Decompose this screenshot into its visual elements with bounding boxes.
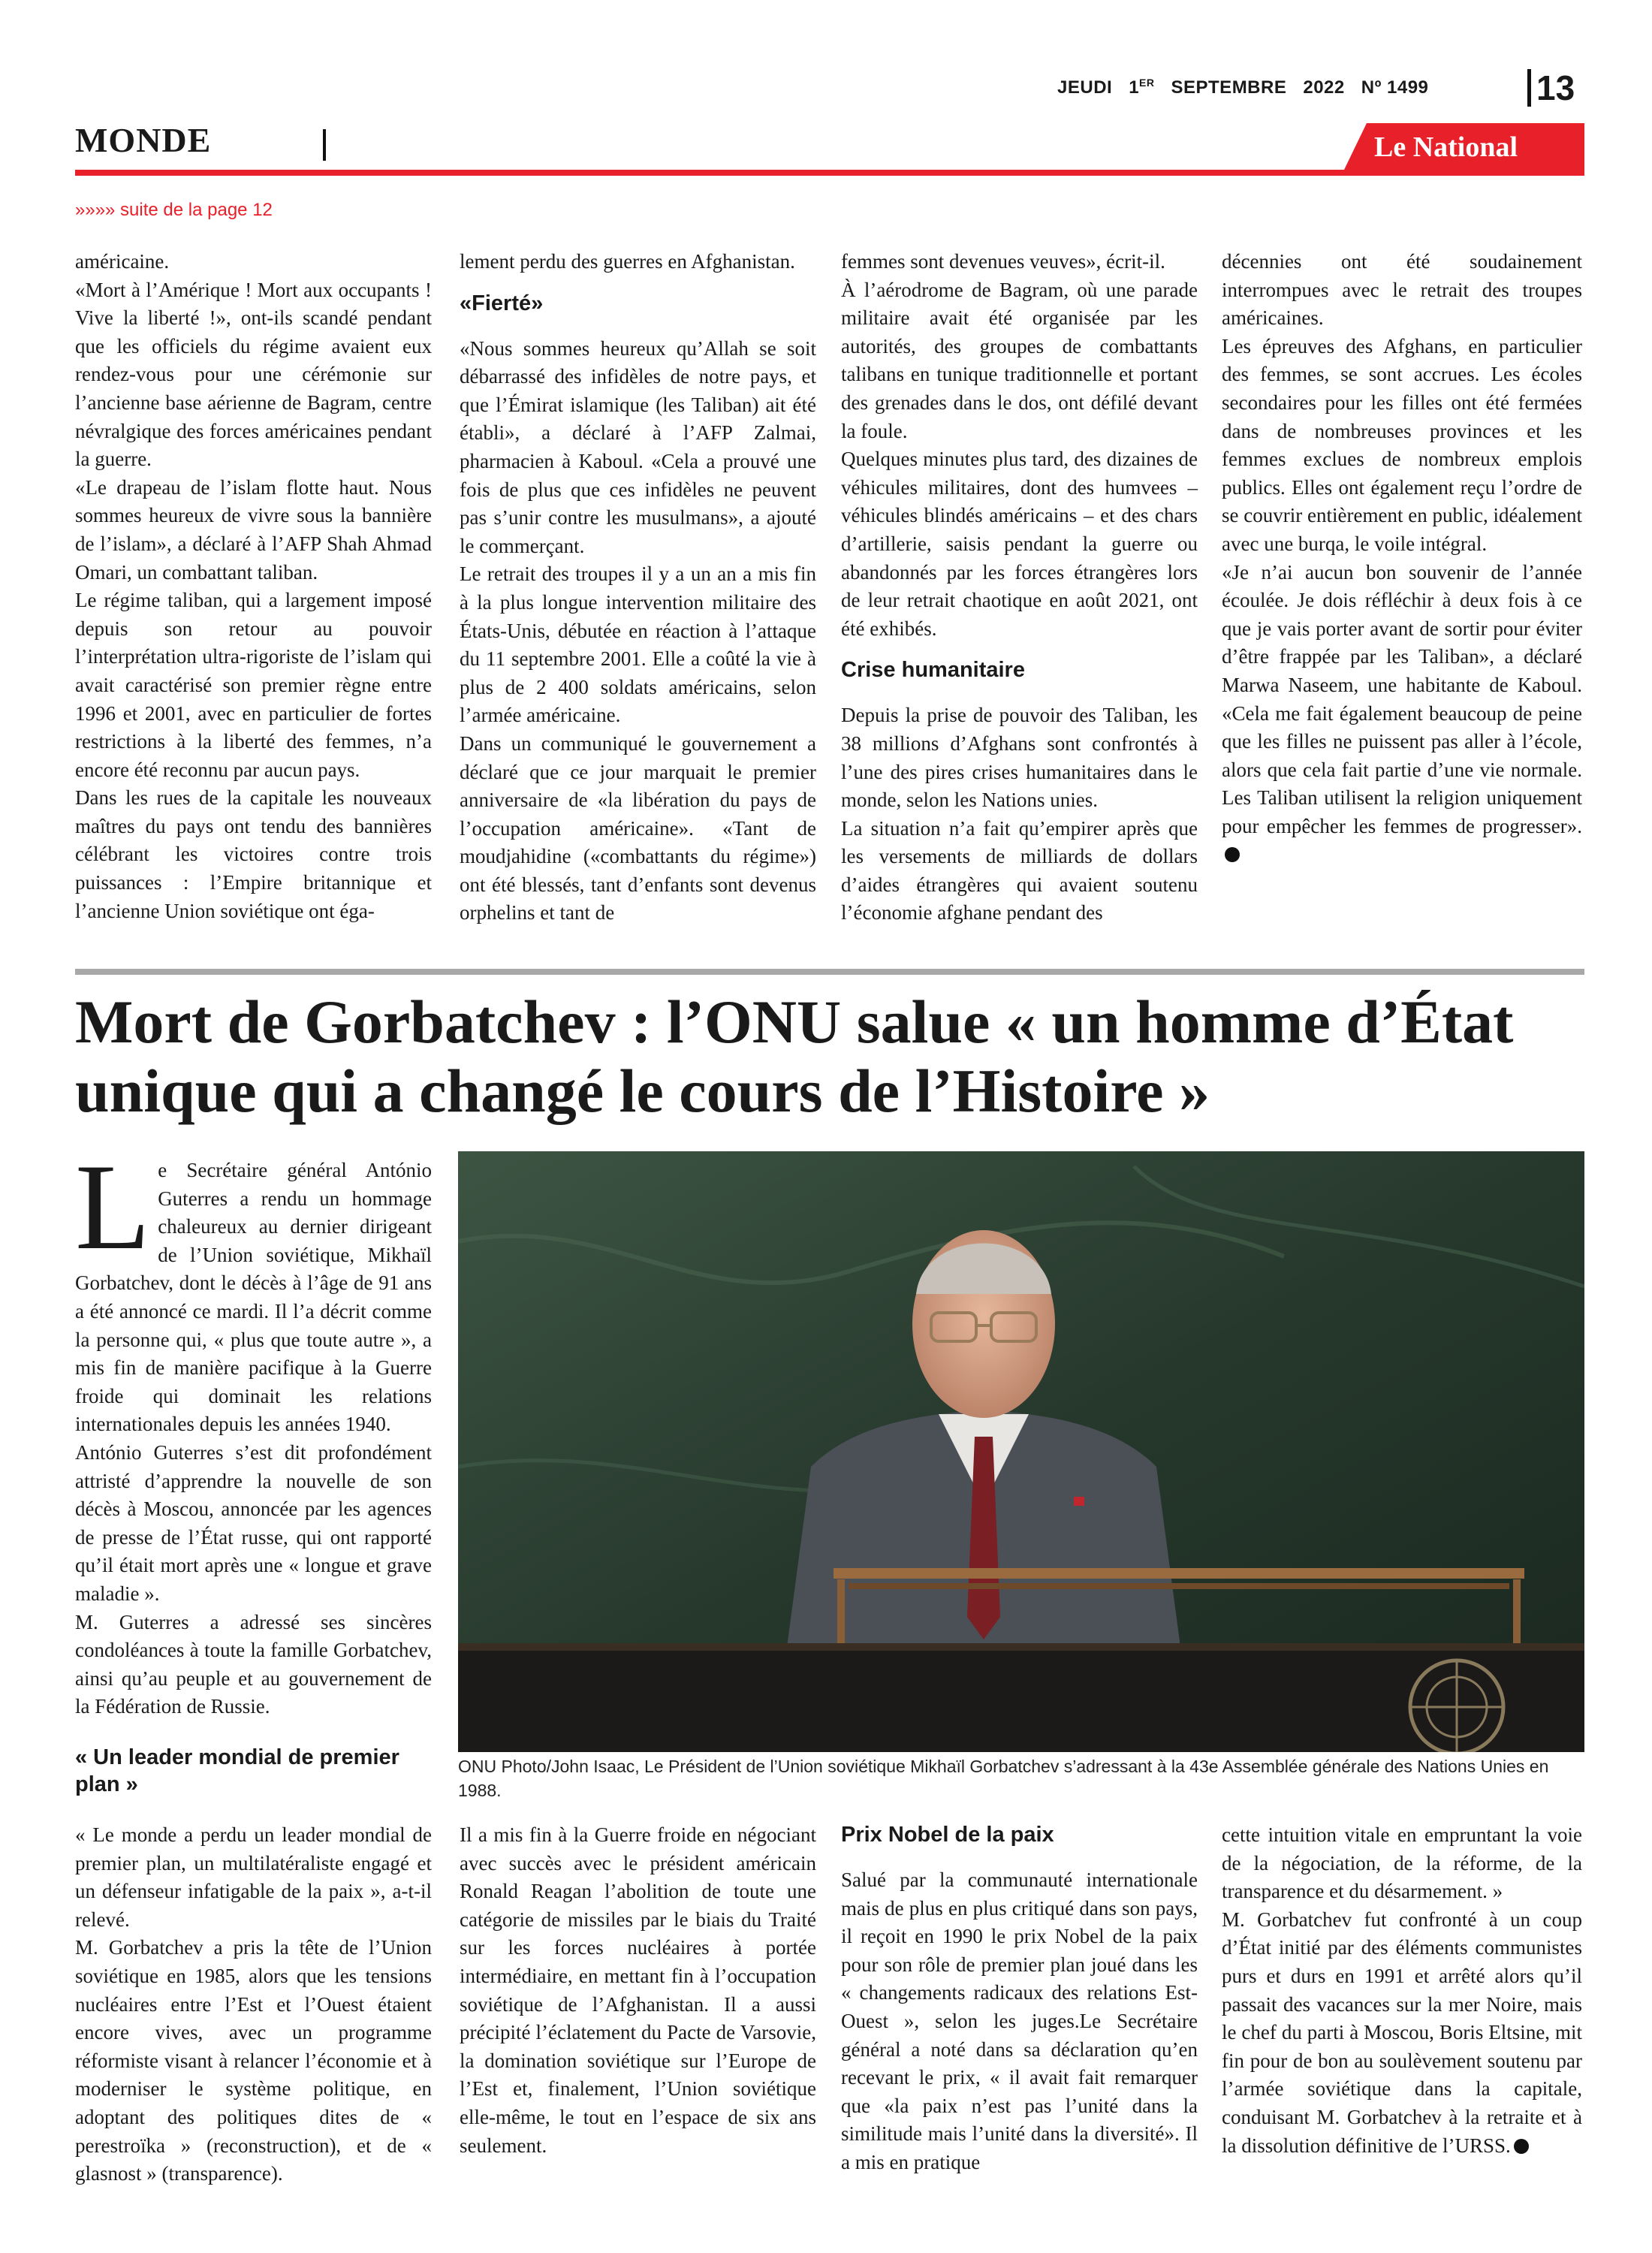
- article-headline: Mort de Gorbatchev : l’ONU salue « un homme d’État unique qui a changé le cours de l’Histoire »: [75, 988, 1514, 1125]
- brand-name: Le National: [1374, 131, 1518, 163]
- subheading-leader-mondial: « Un leader mondial de premier plan »: [75, 1745, 399, 1796]
- paragraph: Quelques minutes plus tard, des dizaines de véhicules militaires, dont des humvees – véhicules blindés américains – et des chars d’artillerie, saisis pendant la guerre ou abandonnés par les forces étrangères lors de leur retrait chaotique en août 2021, ont été exhibés.: [841, 448, 1198, 640]
- issue-month: SEPTEMBRE: [1171, 77, 1287, 98]
- paragraph: « Le monde a perdu un leader mondial de premier plan, un multilatéraliste engagé et un défenseur infatigable de la paix », a-t-il relevé.: [75, 1823, 432, 1931]
- paragraph: [1222, 559, 1582, 870]
- paragraph: Le régime taliban, qui a largement imposé depuis son retour au pouvoir l’interprétation ultra-rigoriste de l’islam qui avait caractérisé son premier règne entre 1996 et 2001, avec en particulier de fortes restrictions à la liberté des femmes, n’a encore été reconnu par aucun pays.: [75, 589, 432, 781]
- paragraph: Depuis la prise de pouvoir des Taliban, les 38 millions d’Afghans sont confrontés à l’une des pires crises humanitaires dans le monde, selon les Nations unies.: [841, 704, 1198, 812]
- paragraph: Il a mis fin à la Guerre froide en négociant avec succès avec le président américain Ronald Reagan l’abolition de toute une catégorie de missiles par le biais du Traité sur les forces nucléaires à portée intermédiaire, en mettant fin à l’occupation soviétique de l’Afghanistan. Il a aussi précipité l’éclatement du Pacte de Varsovie, la domination soviétique sur l’Europe de l’Est et, finalement, l’Union soviétique elle-même, le tout en l’espace de six ans seulement.: [460, 1823, 816, 2157]
- paragraph: «Le drapeau de l’islam flotte haut. Nous sommes heureux de vivre sous la bannière de l’islam», a déclaré à l’AFP Shah Ahmad Omari, un combattant taliban.: [75, 475, 432, 584]
- paragraph: [1222, 1906, 1582, 2160]
- end-of-article-icon: [1514, 2139, 1529, 2154]
- issue-date-number: 1ER: [1129, 77, 1155, 98]
- issue-date: [1057, 77, 1523, 98]
- top-article-column-3: [841, 248, 1198, 927]
- top-article-column-2: [460, 248, 816, 927]
- paragraph: décennies ont été soudainement interrompues avec le retrait des troupes américaines.: [1222, 250, 1582, 330]
- end-of-article-icon: [1225, 847, 1240, 862]
- top-article-column-1: [75, 248, 432, 925]
- paragraph: «Mort à l’Amérique ! Mort aux occupants ! Vive la liberté !», ont-ils scandé pendant que les officiels du régime avaient eux rendez-vous pour une cérémonie sur l’ancienne base aérienne de Bagram, centre névralgique des forces américaines pendant la guerre.: [75, 278, 432, 471]
- section-title: MONDE: [75, 121, 212, 159]
- header-rule: [75, 170, 1584, 176]
- paragraph: Les épreuves des Afghans, en particulier des femmes, se sont accrues. Les écoles secondaires pour les filles ont été fermées dans de nombreuses provinces et les femmes exclues de nombreux emplois publics. Elles ont également reçu l’ordre de se couvrir entièrement en public, idéalement avec une burqa, le voile intégral.: [1222, 334, 1582, 555]
- main-article-column-1: [75, 1821, 432, 2188]
- paragraph: À l’aérodrome de Bagram, où une parade militaire avait été organisée par les autorités, des groupes de combattants talibans en tunique traditionnelle et portant des grenades dans le dos, ont défilé devant la foule.: [841, 278, 1198, 442]
- paragraph: cette intuition vitale en empruntant la voie de la négociation, de la réforme, de la transparence et du désarmement. »: [1222, 1823, 1582, 1903]
- photo-illustration: [458, 1151, 1584, 1752]
- drop-cap: L: [75, 1139, 151, 1275]
- paragraph: Le retrait des troupes il y a un an a mis fin à la plus longue intervention militaire des États-Unis, débutée en réaction à l’attaque du 11 septembre 2001. Elle a coûté la vie à plus de 2 400 soldats américains, selon l’armée américaine.: [460, 562, 816, 727]
- main-article-column-4: [1222, 1821, 1582, 2160]
- issue-year: 2022: [1303, 77, 1345, 98]
- section-divider: [323, 129, 326, 161]
- photo-caption: ONU Photo/John Isaac, Le Président de l’Union soviétique Mikhaïl Gorbatchev s’adressant à la 43e Assemblée générale des Nations Unies en 1988.: [458, 1757, 1549, 1800]
- paragraph: M. Guterres a adressé ses sincères condoléances à toute la famille Gorbatchev, ainsi qu’au peuple et au gouvernement de la Fédération de Russie.: [75, 1610, 432, 1718]
- subheading-prix-nobel: Prix Nobel de la paix: [841, 1823, 1054, 1847]
- continued-from-link[interactable]: »»»» suite de la page 12: [75, 200, 273, 220]
- paragraph: M. Gorbatchev a pris la tête de l’Union soviétique en 1985, alors que les tensions nucléaires entre l’Est et l’Ouest étaient encore vives, avec un programme réformiste visant à relancer l’économie et à moderniser le système politique, en adoptant des politiques dites de « perestroïka » (reconstruction), et de « glasnost » (transparence).: [75, 1936, 432, 2185]
- issue-day: JEUDI: [1057, 77, 1113, 98]
- article-divider: [75, 969, 1584, 975]
- paragraph: António Guterres s’est dit profondément attristé d’apprendre la nouvelle de son décès à Moscou, annoncée par les agences de presse de l’État russe, qui ont rapporté qu’il était mort après une « longue et grave maladie ».: [75, 1440, 432, 1605]
- lead-paragraph: [75, 1139, 432, 1439]
- header-divider: [1527, 69, 1531, 107]
- lead-text: e Secrétaire général António Guterres a rendu un hommage chaleureux au dernier dirigeant de l’Union soviétique, Mikhaïl Gorbatchev, dont le décès à l’âge de 91 ans a été annoncé ce mardi. Il l’a décrit comme la personne qui, « plus que toute autre », a mis fin de manière pacifique à la Guerre froide qui dominait les relations internationales depuis les années 1940.: [75, 1159, 432, 1436]
- paragraph: «Nous sommes heureux qu’Allah se soit débarrassé des infidèles de notre pays, et que l’Émirat islamique (les Taliban) ait été établi», a déclaré à l’AFP Zalmai, pharmacien à Kaboul. «Cela a prouvé une fois de plus que ces infidèles ne peuvent pas s’unir contre les musulmans», a ajouté le commerçant.: [460, 336, 816, 557]
- top-article-column-4: [1222, 248, 1582, 869]
- lead-column: [75, 1139, 432, 1816]
- paragraph: Salué par la communauté internationale mais de plus en plus critiqué dans son pays, il reçoit en 1990 le prix Nobel de la paix pour son rôle de premier plan joué dans les « changements radicaux des relations Est-Ouest », selon les juges.Le Secrétaire général a noté dans sa déclaration qu’en recevant le prix, « il avait fait remarquer que «la paix n’est pas l’unité dans la similitude mais l’unité dans la diversité». Il a mis en pratique: [841, 1868, 1198, 2173]
- paragraph: Dans un communiqué le gouvernement a déclaré que ce jour marquait le premier anniversaire de «la libération du pays de l’occupation américaine». «Tant de moudjahidine («combattants du régime») ont été blessés, tant d’enfants sont devenus orphelins et tant de: [460, 731, 816, 924]
- paragraph: femmes sont devenues veuves», écrit-il.: [841, 250, 1165, 273]
- page-number: 13: [1536, 68, 1575, 107]
- paragraph-text: «Je n’ai aucun bon souvenir de l’année écoulée. Je dois réfléchir à deux fois à ce que je vais porter avant de sortir pour éviter d’être frappée par les Taliban», a déclaré Marwa Naseem, une habitante de Kaboul. «Cela me fait également beaucoup de peine que les filles ne puissent pas aller à l’école, alors que cela fait partie d’une vie normale. Les Taliban utilisent la religion uniquement pour empêcher les femmes de progresser».: [1222, 560, 1582, 837]
- main-article-column-3: [841, 1821, 1198, 2177]
- issue-number: Nº 1499: [1361, 77, 1429, 98]
- paragraph: Dans les rues de la capitale les nouveaux maîtres du pays ont tendu des bannières célébrant les victoires contre trois puissances : l’Empire britannique et l’ancienne Union soviétique ont éga-: [75, 786, 432, 922]
- subheading-crise-humanitaire: Crise humanitaire: [841, 658, 1025, 683]
- paragraph: La situation n’a fait qu’empirer après que les versements de milliards de dollars d’aides étrangères qui avaient soutenu l’économie afghane pendant des: [841, 816, 1198, 924]
- subheading-fierte: «Fierté»: [460, 291, 544, 315]
- paragraph: lement perdu des guerres en Afghanistan.: [460, 250, 795, 273]
- paragraph: américaine.: [75, 250, 170, 273]
- gorbachev-photo: [458, 1151, 1584, 1752]
- main-article-column-2: [460, 1821, 816, 2160]
- paragraph-text: M. Gorbatchev fut confronté à un coup d’État initié par des éléments communistes purs et durs en 1991 et arrêté alors qu’il passait des vacances sur la mer Noire, mais le chef du parti à Moscou, Boris Eltsine, mit fin pour de bon au soulèvement soutenu par l’armée soviétique dans la capitale, conduisant M. Gorbatchev à la retraite et à la dissolution définitive de l’URSS.: [1222, 1908, 1582, 2157]
